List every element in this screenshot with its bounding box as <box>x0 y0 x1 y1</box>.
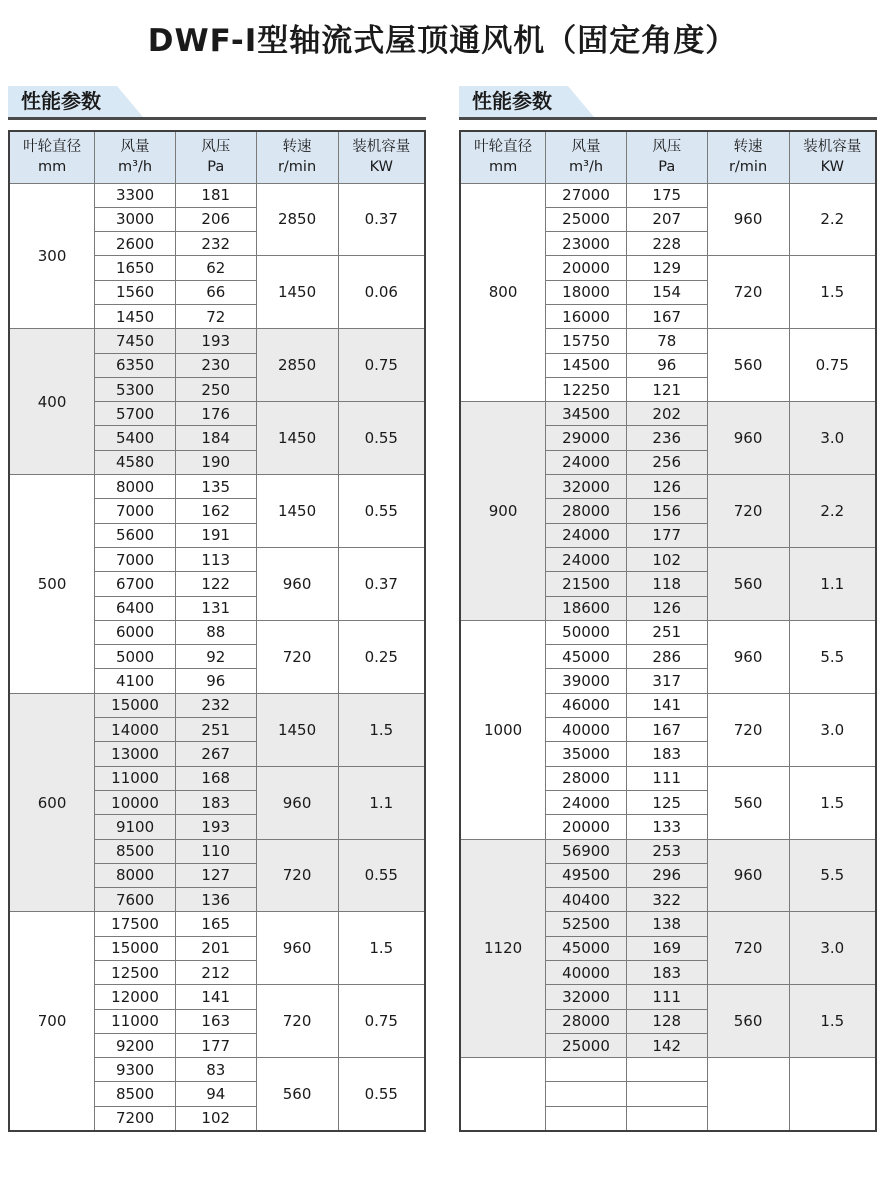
column-header-line1: 叶轮直径 <box>23 138 82 155</box>
flow-cell: 7000 <box>95 499 176 523</box>
flow-cell: 24000 <box>546 523 627 547</box>
flow-cell: 32000 <box>546 985 627 1009</box>
diameter-cell: 600 <box>9 693 95 912</box>
performance-table-left-wrap <box>8 130 426 1132</box>
flow-cell: 23000 <box>546 232 627 256</box>
power-cell: 0.06 <box>338 256 425 329</box>
flow-cell: 34500 <box>546 402 627 426</box>
pressure-cell: 138 <box>626 912 707 936</box>
speed-cell: 560 <box>707 985 789 1058</box>
diameter-cell: 700 <box>9 912 95 1131</box>
pressure-cell: 230 <box>175 353 256 377</box>
column-header-pressure <box>175 131 256 183</box>
pressure-cell: 184 <box>175 426 256 450</box>
pressure-cell: 177 <box>626 523 707 547</box>
pressure-cell: 118 <box>626 572 707 596</box>
section-banner-right <box>459 86 877 117</box>
table-row <box>460 839 876 863</box>
power-cell: 2.2 <box>789 475 876 548</box>
pressure-cell <box>626 1058 707 1082</box>
flow-cell: 52500 <box>546 912 627 936</box>
pressure-cell: 253 <box>626 839 707 863</box>
speed-cell: 960 <box>256 547 338 620</box>
flow-cell: 49500 <box>546 863 627 887</box>
speed-cell: 960 <box>707 183 789 256</box>
column-header-line1: 装机容量 <box>803 138 862 155</box>
pressure-cell: 232 <box>175 693 256 717</box>
column-header-diameter <box>9 131 95 183</box>
pressure-cell: 83 <box>175 1058 256 1082</box>
pressure-cell: 181 <box>175 183 256 207</box>
performance-table <box>8 130 426 1132</box>
pressure-cell: 193 <box>175 329 256 353</box>
pressure-cell: 232 <box>175 232 256 256</box>
flow-cell: 12000 <box>95 985 176 1009</box>
flow-cell: 12250 <box>546 377 627 401</box>
column-header-speed <box>256 131 338 183</box>
power-cell: 1.5 <box>338 693 425 766</box>
flow-cell: 5300 <box>95 377 176 401</box>
pressure-cell: 133 <box>626 815 707 839</box>
flow-cell: 8000 <box>95 863 176 887</box>
flow-cell: 13000 <box>95 742 176 766</box>
pressure-cell: 202 <box>626 402 707 426</box>
flow-cell: 2600 <box>95 232 176 256</box>
flow-cell: 24000 <box>546 547 627 571</box>
table-row <box>9 475 425 499</box>
diameter-cell: 900 <box>460 402 546 621</box>
power-cell <box>789 1058 876 1131</box>
table-row <box>9 183 425 207</box>
flow-cell: 15000 <box>95 936 176 960</box>
flow-cell: 3300 <box>95 183 176 207</box>
flow-cell: 20000 <box>546 256 627 280</box>
power-cell: 0.55 <box>338 402 425 475</box>
pressure-cell: 212 <box>175 961 256 985</box>
flow-cell: 8500 <box>95 1082 176 1106</box>
speed-cell: 560 <box>707 329 789 402</box>
performance-table-right-wrap <box>459 130 877 1132</box>
speed-cell: 1450 <box>256 402 338 475</box>
flow-cell: 50000 <box>546 620 627 644</box>
speed-cell: 720 <box>256 620 338 693</box>
pressure-cell: 167 <box>626 718 707 742</box>
flow-cell: 1560 <box>95 280 176 304</box>
power-cell: 3.0 <box>789 912 876 985</box>
pressure-cell: 191 <box>175 523 256 547</box>
pressure-cell: 126 <box>626 475 707 499</box>
column-header-line2: r/min <box>728 159 768 176</box>
power-cell: 1.5 <box>789 766 876 839</box>
flow-cell: 40400 <box>546 888 627 912</box>
power-cell: 0.75 <box>338 329 425 402</box>
speed-cell: 2850 <box>256 183 338 256</box>
pressure-cell: 72 <box>175 304 256 328</box>
flow-cell: 24000 <box>546 790 627 814</box>
table-row <box>460 402 876 426</box>
flow-cell: 35000 <box>546 742 627 766</box>
pressure-cell: 111 <box>626 985 707 1009</box>
flow-cell: 6350 <box>95 353 176 377</box>
flow-cell: 25000 <box>546 207 627 231</box>
power-cell: 0.55 <box>338 1058 425 1131</box>
flow-cell: 5000 <box>95 645 176 669</box>
pressure-cell: 256 <box>626 450 707 474</box>
flow-cell: 1650 <box>95 256 176 280</box>
pressure-cell: 207 <box>626 207 707 231</box>
speed-cell: 960 <box>707 839 789 912</box>
right-column <box>459 86 877 1132</box>
power-cell: 1.5 <box>789 985 876 1058</box>
flow-cell: 40000 <box>546 718 627 742</box>
table-row <box>9 329 425 353</box>
flow-cell: 12500 <box>95 961 176 985</box>
flow-cell: 6400 <box>95 596 176 620</box>
column-header-line1: 风量 <box>571 138 601 155</box>
pressure-cell: 128 <box>626 1009 707 1033</box>
column-header-power <box>338 131 425 183</box>
column-header-line2: mm <box>488 159 518 176</box>
speed-cell: 1450 <box>256 256 338 329</box>
power-cell: 1.1 <box>338 766 425 839</box>
flow-cell: 45000 <box>546 645 627 669</box>
pressure-cell: 251 <box>175 718 256 742</box>
pressure-cell: 102 <box>175 1106 256 1130</box>
flow-cell: 7200 <box>95 1106 176 1130</box>
speed-cell: 560 <box>256 1058 338 1131</box>
pressure-cell: 136 <box>175 888 256 912</box>
flow-cell: 9200 <box>95 1033 176 1057</box>
speed-cell: 2850 <box>256 329 338 402</box>
flow-cell: 1450 <box>95 304 176 328</box>
pressure-cell: 125 <box>626 790 707 814</box>
column-header-line1: 转速 <box>733 138 763 155</box>
flow-cell: 15750 <box>546 329 627 353</box>
flow-cell: 17500 <box>95 912 176 936</box>
pressure-cell: 322 <box>626 888 707 912</box>
pressure-cell <box>626 1082 707 1106</box>
speed-cell: 720 <box>256 985 338 1058</box>
pressure-cell: 167 <box>626 304 707 328</box>
flow-cell: 3000 <box>95 207 176 231</box>
page-title: DWF-Ⅰ型轴流式屋顶通风机（固定角度） <box>147 23 738 59</box>
pressure-cell: 286 <box>626 645 707 669</box>
flow-cell: 28000 <box>546 499 627 523</box>
pressure-cell: 142 <box>626 1033 707 1057</box>
pressure-cell: 126 <box>626 596 707 620</box>
column-header-flow <box>95 131 176 183</box>
flow-cell: 28000 <box>546 766 627 790</box>
flow-cell <box>546 1082 627 1106</box>
flow-cell <box>546 1106 627 1130</box>
flow-cell: 32000 <box>546 475 627 499</box>
flow-cell: 10000 <box>95 790 176 814</box>
diameter-cell: 1000 <box>460 620 546 839</box>
pressure-cell: 131 <box>175 596 256 620</box>
flow-cell: 8000 <box>95 475 176 499</box>
power-cell: 1.5 <box>789 256 876 329</box>
flow-cell: 7000 <box>95 547 176 571</box>
column-header-line1: 风压 <box>201 138 231 155</box>
pressure-cell: 162 <box>175 499 256 523</box>
pressure-cell: 250 <box>175 377 256 401</box>
speed-cell: 720 <box>707 693 789 766</box>
performance-table <box>459 130 877 1132</box>
diameter-cell: 1120 <box>460 839 546 1058</box>
pressure-cell: 175 <box>626 183 707 207</box>
column-header-line1: 转速 <box>282 138 312 155</box>
pressure-cell: 163 <box>175 1009 256 1033</box>
flow-cell: 4580 <box>95 450 176 474</box>
speed-cell: 720 <box>707 912 789 985</box>
pressure-cell: 296 <box>626 863 707 887</box>
pressure-cell: 168 <box>175 766 256 790</box>
section-label: 性能参数 <box>472 89 552 113</box>
power-cell: 0.75 <box>338 985 425 1058</box>
pressure-cell: 111 <box>626 766 707 790</box>
flow-cell <box>546 1058 627 1082</box>
speed-cell: 960 <box>256 912 338 985</box>
table-row <box>460 620 876 644</box>
flow-cell: 5400 <box>95 426 176 450</box>
diameter-cell <box>460 1058 546 1131</box>
column-header-power <box>789 131 876 183</box>
pressure-cell: 156 <box>626 499 707 523</box>
pressure-cell: 62 <box>175 256 256 280</box>
pressure-cell: 169 <box>626 936 707 960</box>
pressure-cell: 206 <box>175 207 256 231</box>
flow-cell: 24000 <box>546 450 627 474</box>
flow-cell: 28000 <box>546 1009 627 1033</box>
power-cell: 0.75 <box>789 329 876 402</box>
power-cell: 0.55 <box>338 839 425 912</box>
flow-cell: 18000 <box>546 280 627 304</box>
section-banner-left <box>8 86 426 117</box>
power-cell: 3.0 <box>789 402 876 475</box>
flow-cell: 20000 <box>546 815 627 839</box>
column-header-line1: 风量 <box>120 138 150 155</box>
power-cell: 1.5 <box>338 912 425 985</box>
column-header-line2: m³/h <box>569 159 604 176</box>
pressure-cell: 228 <box>626 232 707 256</box>
column-header-diameter <box>460 131 546 183</box>
table-row <box>9 693 425 717</box>
speed-cell: 960 <box>707 402 789 475</box>
speed-cell <box>707 1058 789 1131</box>
pressure-cell: 176 <box>175 402 256 426</box>
left-column <box>8 86 426 1132</box>
flow-cell: 9300 <box>95 1058 176 1082</box>
header-row <box>9 131 425 183</box>
power-cell: 5.5 <box>789 620 876 693</box>
flow-cell: 25000 <box>546 1033 627 1057</box>
pressure-cell: 122 <box>175 572 256 596</box>
speed-cell: 560 <box>707 547 789 620</box>
speed-cell: 960 <box>707 620 789 693</box>
flow-cell: 6700 <box>95 572 176 596</box>
section-label: 性能参数 <box>21 89 101 113</box>
column-header-line2: KW <box>820 159 844 176</box>
speed-cell: 1450 <box>256 475 338 548</box>
power-cell: 0.55 <box>338 475 425 548</box>
pressure-cell: 177 <box>175 1033 256 1057</box>
flow-cell: 40000 <box>546 961 627 985</box>
flow-cell: 45000 <box>546 936 627 960</box>
column-header-line2: r/min <box>277 159 317 176</box>
pressure-cell: 66 <box>175 280 256 304</box>
flow-cell: 5700 <box>95 402 176 426</box>
pressure-cell: 92 <box>175 645 256 669</box>
flow-cell: 11000 <box>95 766 176 790</box>
flow-cell: 4100 <box>95 669 176 693</box>
diameter-cell: 500 <box>9 475 95 694</box>
flow-cell: 7600 <box>95 888 176 912</box>
pressure-cell: 129 <box>626 256 707 280</box>
pressure-cell: 267 <box>175 742 256 766</box>
banner-underline <box>8 117 426 120</box>
column-header-speed <box>707 131 789 183</box>
pressure-cell: 317 <box>626 669 707 693</box>
flow-cell: 15000 <box>95 693 176 717</box>
pressure-cell: 141 <box>175 985 256 1009</box>
pressure-cell: 165 <box>175 912 256 936</box>
pressure-cell: 183 <box>626 961 707 985</box>
flow-cell: 18600 <box>546 596 627 620</box>
flow-cell: 21500 <box>546 572 627 596</box>
flow-cell: 8500 <box>95 839 176 863</box>
tables-container <box>0 86 885 1132</box>
power-cell: 3.0 <box>789 693 876 766</box>
power-cell: 0.37 <box>338 547 425 620</box>
pressure-cell: 113 <box>175 547 256 571</box>
flow-cell: 7450 <box>95 329 176 353</box>
diameter-cell: 800 <box>460 183 546 402</box>
column-header-line1: 风压 <box>652 138 682 155</box>
pressure-cell: 193 <box>175 815 256 839</box>
pressure-cell: 236 <box>626 426 707 450</box>
column-header-pressure <box>626 131 707 183</box>
speed-cell: 720 <box>256 839 338 912</box>
pressure-cell: 96 <box>175 669 256 693</box>
speed-cell: 720 <box>707 256 789 329</box>
column-header-line2: m³/h <box>118 159 153 176</box>
pressure-cell: 154 <box>626 280 707 304</box>
pressure-cell <box>626 1106 707 1130</box>
column-header-line1: 叶轮直径 <box>474 138 533 155</box>
pressure-cell: 183 <box>626 742 707 766</box>
flow-cell: 29000 <box>546 426 627 450</box>
power-cell: 1.1 <box>789 547 876 620</box>
pressure-cell: 183 <box>175 790 256 814</box>
table-row <box>460 183 876 207</box>
pressure-cell: 88 <box>175 620 256 644</box>
pressure-cell: 251 <box>626 620 707 644</box>
pressure-cell: 135 <box>175 475 256 499</box>
pressure-cell: 190 <box>175 450 256 474</box>
pressure-cell: 102 <box>626 547 707 571</box>
column-header-line1: 装机容量 <box>352 138 411 155</box>
flow-cell: 14500 <box>546 353 627 377</box>
banner-underline <box>459 117 877 120</box>
diameter-cell: 300 <box>9 183 95 329</box>
speed-cell: 560 <box>707 766 789 839</box>
flow-cell: 27000 <box>546 183 627 207</box>
column-header-flow <box>546 131 627 183</box>
header-row <box>460 131 876 183</box>
pressure-cell: 96 <box>626 353 707 377</box>
speed-cell: 1450 <box>256 693 338 766</box>
column-header-line2: Pa <box>658 159 676 176</box>
pressure-cell: 127 <box>175 863 256 887</box>
flow-cell: 14000 <box>95 718 176 742</box>
pressure-cell: 78 <box>626 329 707 353</box>
flow-cell: 5600 <box>95 523 176 547</box>
table-row <box>9 912 425 936</box>
diameter-cell: 400 <box>9 329 95 475</box>
flow-cell: 46000 <box>546 693 627 717</box>
flow-cell: 6000 <box>95 620 176 644</box>
flow-cell: 16000 <box>546 304 627 328</box>
column-header-line2: mm <box>37 159 67 176</box>
power-cell: 2.2 <box>789 183 876 256</box>
column-header-line2: Pa <box>207 159 225 176</box>
pressure-cell: 94 <box>175 1082 256 1106</box>
speed-cell: 960 <box>256 766 338 839</box>
pressure-cell: 121 <box>626 377 707 401</box>
flow-cell: 39000 <box>546 669 627 693</box>
power-cell: 0.37 <box>338 183 425 256</box>
flow-cell: 9100 <box>95 815 176 839</box>
flow-cell: 11000 <box>95 1009 176 1033</box>
pressure-cell: 141 <box>626 693 707 717</box>
flow-cell: 56900 <box>546 839 627 863</box>
power-cell: 0.25 <box>338 620 425 693</box>
speed-cell: 720 <box>707 475 789 548</box>
pressure-cell: 201 <box>175 936 256 960</box>
table-row <box>460 1058 876 1082</box>
pressure-cell: 110 <box>175 839 256 863</box>
power-cell: 5.5 <box>789 839 876 912</box>
column-header-line2: KW <box>369 159 393 176</box>
